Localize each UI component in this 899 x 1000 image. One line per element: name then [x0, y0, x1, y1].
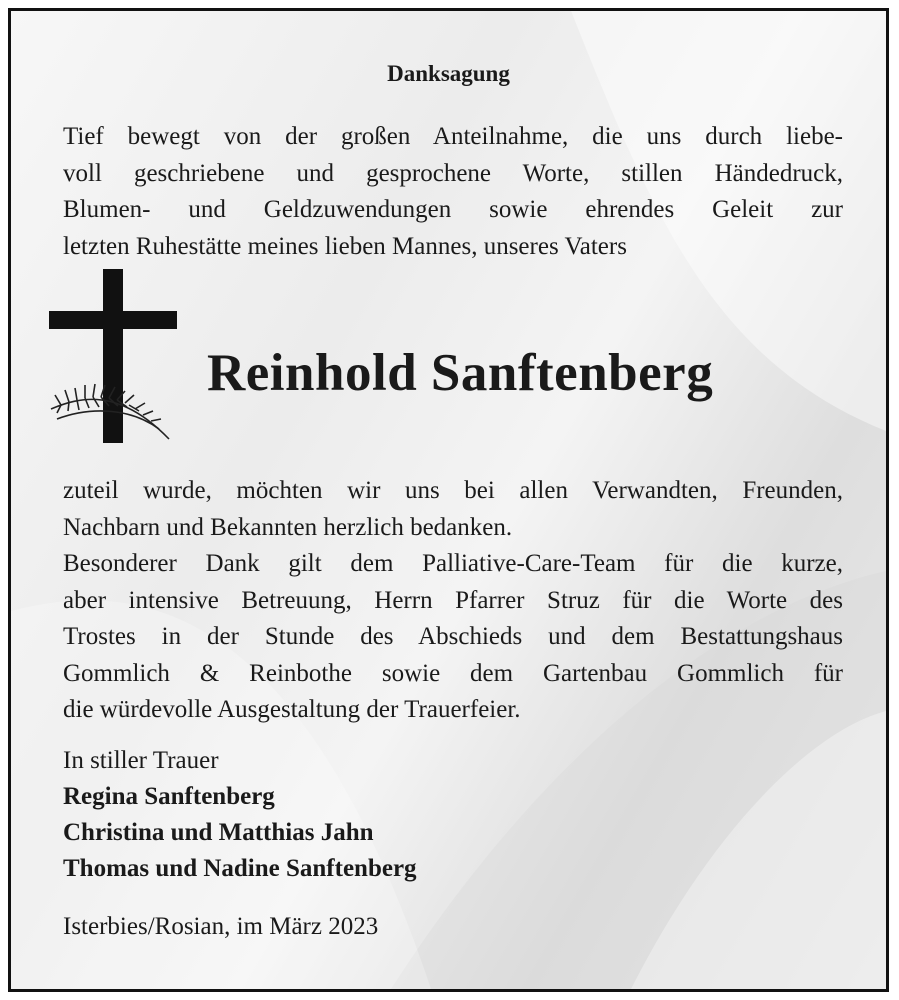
body-line: Besonderer Dank gilt dem Palliative-Care-Team für die kurze,	[63, 550, 843, 577]
obituary-content	[11, 11, 886, 989]
mourner-name: Thomas und Nadine Sanftenberg	[63, 855, 417, 882]
cross-icon	[49, 269, 179, 459]
body-line: die würdevolle Ausgestaltung der Trauerfeier.	[63, 696, 521, 723]
closing-intro: In stiller Trauer	[63, 747, 219, 774]
body-line: aber intensive Betreuung, Herrn Pfarrer Struz für die Worte des	[63, 586, 843, 614]
intro-line: Tief bewegt von der großen Anteilnahme, die uns durch liebe-	[63, 123, 843, 150]
deceased-name: Reinhold Sanftenberg	[207, 344, 714, 402]
body-paragraph	[63, 473, 843, 729]
body-line: Gommlich & Reinbothe sowie dem Gartenbau Gommlich für	[63, 659, 843, 687]
body-line: Trostes in der Stunde des Abschieds und dem Bestattungshaus	[63, 623, 843, 650]
mourner-name: Regina Sanftenberg	[63, 783, 275, 810]
heading: Danksagung	[387, 61, 510, 86]
closing-block	[63, 743, 417, 887]
intro-line: voll geschriebene und gesprochene Worte, stillen Händedruck,	[63, 159, 843, 187]
intro-line: letzten Ruhestätte meines lieben Mannes, unseres Vaters	[63, 232, 627, 260]
body-line: Nachbarn und Bekannten herzlich bedanken.	[63, 513, 513, 541]
place-date: Isterbies/Rosian, im März 2023	[63, 913, 379, 940]
intro-line: Blumen- und Geldzuwendungen sowie ehrendes Geleit zur	[63, 196, 843, 223]
mourner-name: Christina und Matthias Jahn	[63, 819, 374, 846]
intro-paragraph	[63, 119, 843, 265]
obituary-frame	[8, 8, 889, 992]
body-line: zuteil wurde, möchten wir uns bei allen Verwandten, Freunden,	[63, 477, 843, 504]
